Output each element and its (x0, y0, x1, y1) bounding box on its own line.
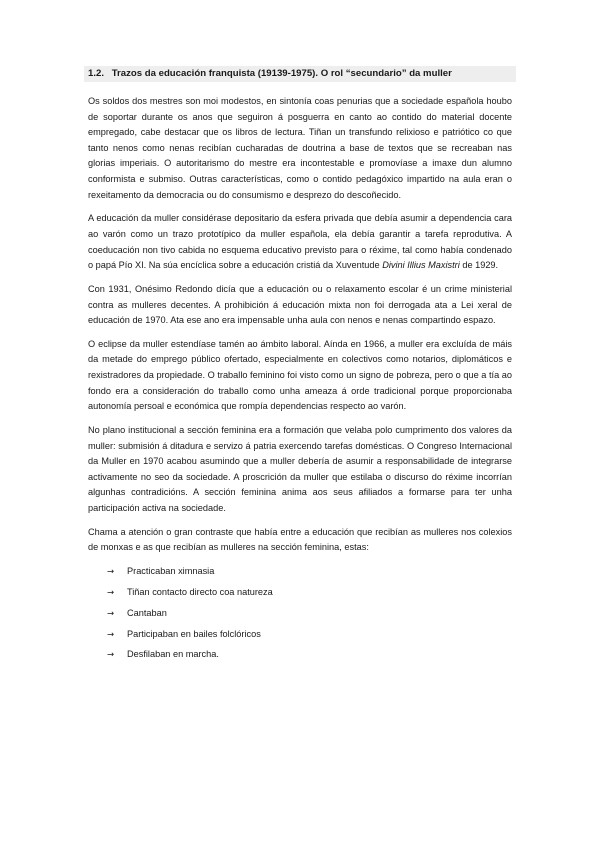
encyclical-title: Divini Illius Maxistri (382, 260, 460, 271)
activities-list (88, 564, 512, 668)
list-item (88, 627, 512, 648)
list-item (88, 647, 512, 668)
list-item-text: Desfilaban en marcha. (127, 649, 219, 660)
paragraph-2-end: de 1929. (459, 260, 499, 271)
list-item-text: Practicaban ximnasia (127, 566, 215, 577)
arrow-right-icon: → (107, 629, 115, 640)
paragraph-4: O eclipse da muller estendíase tamén ao ámbito laboral. Aínda en 1966, a muller era excluída de máis da metade do emprego público ofertado, especialmente en colectivos como notarios, diplomáticos e rexistradores da propiedade. O traballo feminino foi visto como un signo de pobreza, pero o que a tía ao fondo era a consideración do traballo como unha ameaza á orde tradicional porque proporcionaba autonomía persoal e económica que rompía dependencias respecto ao varón. (88, 338, 512, 412)
section-title: Trazos da educación franquista (19139-1975). O rol “secundario” da muller (111, 68, 452, 79)
arrow-right-icon: → (107, 608, 115, 619)
paragraph-3: Con 1931, Onésimo Redondo dicía que a educación ou o relaxamento escolar é un crime ministerial contra as mulleres decentes. A prohibición á educación mixta non foi derrogada ata a Lei xeral de educación de 1970. Ata ese ano era impensable unha aula con nenos e nenas compartindo espazo. (88, 283, 512, 326)
list-item (88, 564, 512, 585)
list-item-text: Tiñan contacto directo coa natureza (127, 586, 273, 597)
paragraph-2-text: A educación da muller considérase depositario da esfera privada que debía asumir a dependencia cara ao varón como un trazo prototípico da muller española, ela debía garantir a tarefa reprodutiva. A coeducación non tivo cabida no esquema educativo previsto para o réxime, tal como había condenado o papá Pío XI. Na súa encíclica sobre a educación cristiá da Xuventude (88, 213, 512, 271)
section-number: 1.2. (88, 68, 105, 79)
paragraph-2 (88, 211, 512, 273)
section-heading (84, 66, 516, 82)
list-item (88, 606, 512, 627)
body-text (88, 94, 512, 668)
arrow-right-icon: → (107, 650, 115, 661)
list-item-text: Participaban en bailes folclóricos (127, 628, 261, 639)
paragraph-6: Chama a atención o gran contraste que había entre a educación que recibían as mulleres nos colexios de monxas e as que recibían as mulleres na sección feminina, estas: (88, 526, 512, 553)
arrow-right-icon: → (107, 587, 115, 598)
list-item (88, 585, 512, 606)
arrow-right-icon: → (107, 567, 115, 578)
list-item-text: Cantaban (127, 607, 167, 618)
paragraph-5: No plano institucional a sección feminina era a formación que velaba polo cumprimento dos valores da muller: submisión á ditadura e servizo á patria exercendo tarefas domésticas. O Congreso Internacional da Muller en 1970 acabou asumindo que a muller debería de asumir a responsabilidade de integrarse activamente no seo da sociedade. A proscrición da muller que estilaba o discurso do réxime incorrían algunhas contradicións. A sección feminina anima aos seus afiliados a formarse para ter unha participación activa na sociedade. (88, 425, 512, 513)
paragraph-1: Os soldos dos mestres son moi modestos, en sintonía coas penurias que a sociedade española houbo de soportar durante os anos que seguiron á posguerra en canto ao contido do material docente empregado, cabe destacar que os libros de lectura. Tiñan un transfundo relixioso e patriótico co que tanto nenos como nenas recibían cucharadas de doutrina a base de textos que se recreaban nas glorias imperiais. O autoritarismo do mestre era incontestable e promovíase a imaxe dun alumno conformista e submiso. Outras características, como o contido pedagóxico impartido na aula eran o rexeitamento da democracia ou do consumismo e desprezo do descoñecido. (88, 96, 512, 200)
